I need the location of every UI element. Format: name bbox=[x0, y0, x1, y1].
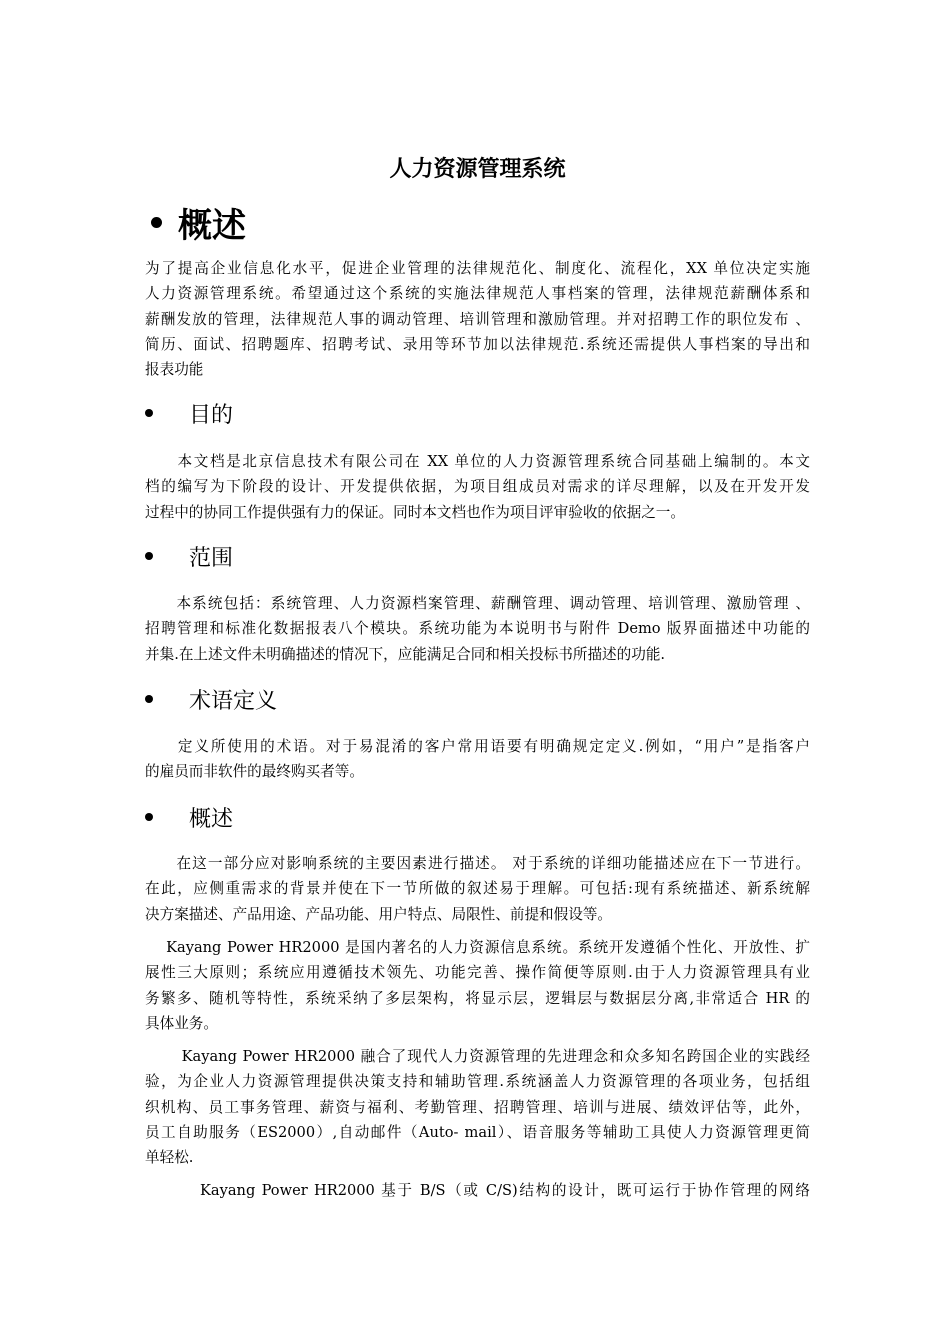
heading-text: 概述 bbox=[189, 806, 234, 832]
bullet-icon bbox=[145, 813, 153, 821]
bullet-icon bbox=[145, 552, 153, 560]
heading-text: 目的 bbox=[189, 402, 234, 428]
heading-overview-main bbox=[145, 198, 246, 246]
text-line: Kayang Power HR2000 融合了现代人力资源管理的先进理念和众多知名跨国企业的实践经 bbox=[145, 1048, 810, 1065]
kayang-paragraph-1 bbox=[145, 935, 810, 1036]
kayang-paragraph-2 bbox=[145, 1044, 810, 1170]
text-line: 决方案描述、产品用途、产品功能、用户特点、局限性、前提和假设等。 bbox=[145, 905, 613, 923]
text-line: 简历、面试、招聘题库、招聘考试、录用等环节加以法律规范.系统还需提供人事档案的导出和 bbox=[145, 335, 810, 353]
text-line: 员工自助服务（ES2000）,自动邮件（Auto- mail）、语音服务等辅助工具使人力资源管理更简 bbox=[145, 1123, 810, 1141]
intro-paragraph bbox=[145, 256, 810, 382]
text-line: 为了提高企业信息化水平，促进企业管理的法律规范化、制度化、流程化，XX 单位决定实施 bbox=[145, 260, 810, 277]
text-line: 织机构、员工事务管理、薪资与福利、考勤管理、招聘管理、培训与进展、绩效评估等，此外， bbox=[145, 1098, 810, 1116]
terms-paragraph bbox=[145, 734, 810, 785]
text-line: 过程中的协同工作提供强有力的保证。同时本文档也作为项目评审验收的依据之一。 bbox=[145, 503, 685, 521]
heading-scope bbox=[145, 540, 233, 572]
heading-terms bbox=[145, 683, 277, 715]
text-line: 的雇员而非软件的最终购买者等。 bbox=[145, 763, 364, 781]
text-line: 并集.在上述文件未明确描述的情况下，应能满足合同和相关投标书所描述的功能. bbox=[145, 645, 666, 663]
text-line: 定义所使用的术语。对于易混淆的客户常用语要有明确规定定义.例如，“用户”是指客户 bbox=[145, 738, 810, 755]
heading-text: 范围 bbox=[189, 545, 234, 571]
text-line: 本系统包括：系统管理、人力资源档案管理、薪酬管理、调动管理、培训管理、激励管理 、 bbox=[145, 595, 810, 612]
heading-overview bbox=[145, 801, 233, 833]
text-line: 人力资源管理系统。希望通过这个系统的实施法律规范人事档案的管理，法律规范薪酬体系和 bbox=[145, 285, 810, 303]
text-line: 在此，应侧重需求的背景并使在下一节所做的叙述易于理解。可包括:现有系统描述、新系统解 bbox=[145, 880, 810, 898]
text-line: 具体业务。 bbox=[145, 1014, 218, 1032]
heading-purpose bbox=[145, 397, 233, 429]
kayang-paragraph-3 bbox=[145, 1178, 810, 1203]
scope-paragraph bbox=[145, 591, 810, 667]
bullet-icon bbox=[145, 695, 153, 703]
overview-paragraph bbox=[145, 851, 810, 927]
text-line: Kayang Power HR2000 是国内著名的人力资源信息系统。系统开发遵循个性化、开放性、扩 bbox=[145, 939, 810, 956]
text-line: 在这一部分应对影响系统的主要因素进行描述。 对于系统的详细功能描述应在下一节进行。 bbox=[145, 855, 810, 872]
text-line: 报表功能 bbox=[145, 361, 204, 379]
text-line: Kayang Power HR2000 基于 B/S（或 C/S)结构的设计，既可运行于协作管理的网络 bbox=[145, 1182, 810, 1199]
text-line: 招聘管理和标准化数据报表八个模块。系统功能为本说明书与附件 Demo 版界面描述中功能的 bbox=[145, 620, 810, 638]
heading-text: 概述 bbox=[178, 205, 246, 246]
document-title: 人力资源管理系统 bbox=[389, 156, 566, 182]
text-line: 展性三大原则；系统应用遵循技术领先、功能完善、操作简便等原则.由于人力资源管理具有业 bbox=[145, 964, 810, 982]
heading-text: 术语定义 bbox=[189, 688, 278, 714]
text-line: 档的编写为下阶段的设计、开发提供依据，为项目组成员对需求的详尽理解，以及在开发开发 bbox=[145, 478, 810, 496]
text-line: 本文档是北京信息技术有限公司在 XX 单位的人力资源管理系统合同基础上编制的。本文 bbox=[145, 453, 810, 470]
bullet-icon bbox=[151, 217, 162, 228]
text-line: 务繁多、随机等特性，系统采纳了多层架构，将显示层，逻辑层与数据层分离,非常适合 HR 的 bbox=[145, 989, 810, 1007]
text-line: 单轻松. bbox=[145, 1149, 194, 1167]
text-line: 验，为企业人力资源管理提供决策支持和辅助管理.系统涵盖人力资源管理的各项业务，包括组 bbox=[145, 1073, 810, 1091]
purpose-paragraph bbox=[145, 449, 810, 525]
text-line: 薪酬发放的管理，法律规范人事的调动管理、培训管理和激励管理。并对招聘工作的职位发布 、 bbox=[145, 310, 810, 328]
bullet-icon bbox=[145, 409, 153, 417]
